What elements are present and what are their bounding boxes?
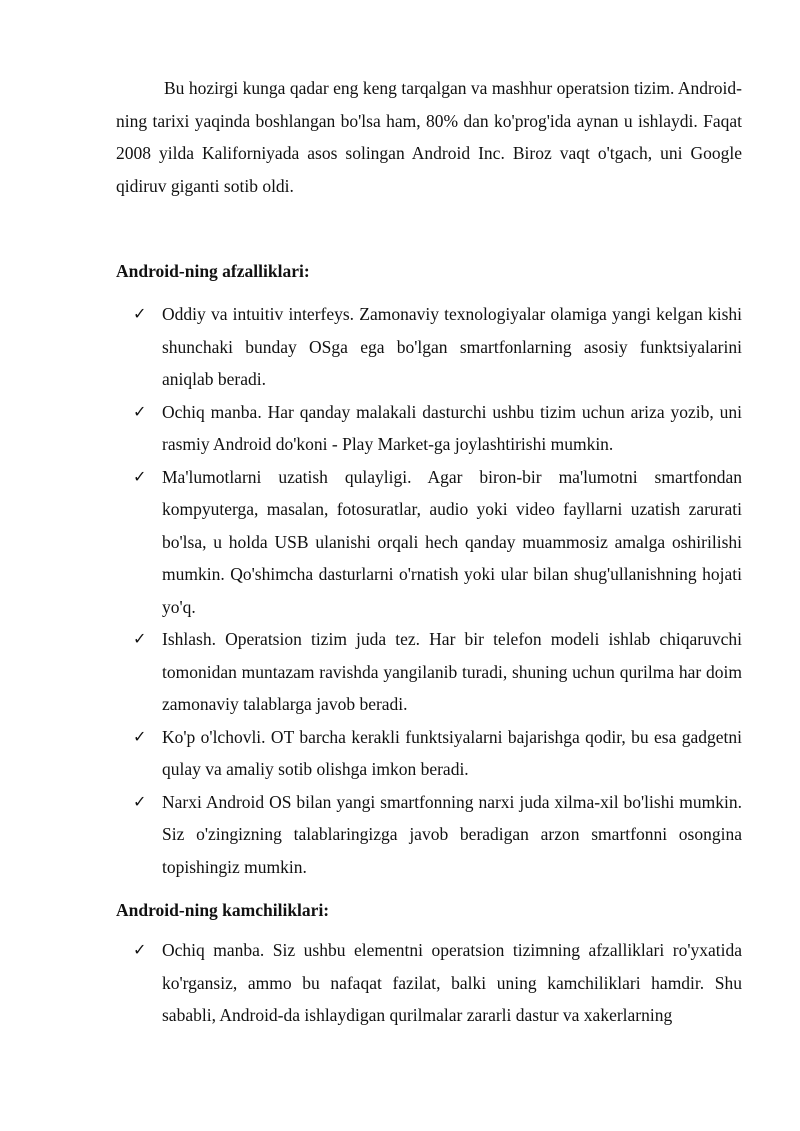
list-item-text: Ma'lumotlarni uzatish qulayligi. Agar biron-bir ma'lumotni smartfondan kompyuterga, masalan, fotosuratlar, audio yoki video fayllarni uzatish zarurati bo'lsa, u holda USB ulanishi orqali hech qanday muammosiz amalga oshirilishi mumkin. Qo'shimcha dasturlarni o'rnatish yoki ular bilan shug'ullanishning hojati yo'q. [162, 466, 742, 617]
checkmark-icon: ✓ [133, 466, 147, 486]
disadvantages-heading: Android-ning kamchiliklari: [116, 900, 330, 920]
list-item [0, 623, 742, 721]
checkmark-icon: ✓ [133, 304, 147, 323]
intro-paragraph: Bu hozirgi kunga qadar eng keng tarqalgan va mashhur operatsion tizim. Android-ning tarixi yaqinda boshlangan bo'lsa ham, 80% dan ko'prog'ida aynan u ishlaydi. Faqat 2008 yilda Kaliforniyada asos solingan Android Inc. Biroz vaqt o'tgach, uni Google qidiruv giganti sotib oldi. [116, 78, 742, 196]
advantages-list [0, 298, 742, 883]
list-item [0, 934, 742, 1032]
list-item-text: Ochiq manba. Har qanday malakali dasturchi ushbu tizim uchun ariza yozib, uni rasmiy Android do'koni - Play Market-ga joylashtirishi mumkin. [162, 401, 742, 454]
list-item [0, 396, 742, 461]
checkmark-icon: ✓ [133, 940, 147, 959]
list-item-text: Ko'p o'lchovli. OT barcha kerakli funktsiyalarni bajarishga qodir, bu esa gadgetni qulay va amaliy sotib olishga imkon beradi. [162, 726, 742, 779]
list-item [0, 786, 742, 884]
disadvantages-list [0, 934, 742, 1032]
list-item [0, 461, 742, 624]
list-item-text: Narxi Android OS bilan yangi smartfonning narxi juda xilma-xil bo'lishi mumkin. Siz o'zingizning talablaringizga javob beradigan arzon smartfonni osongina topishingiz mumkin. [162, 791, 742, 877]
checkmark-icon: ✓ [133, 791, 147, 811]
checkmark-icon: ✓ [133, 401, 147, 421]
list-item-text: Oddiy va intuitiv interfeys. Zamonaviy texnologiyalar olamiga yangi kelgan kishi shunchaki bunday OSga ega bo'lgan smartfonlarning asosiy funktsiyalarini aniqlab beradi. [162, 304, 742, 389]
checkmark-icon: ✓ [133, 629, 147, 648]
checkmark-icon: ✓ [133, 726, 147, 746]
list-item-text: Ochiq manba. Siz ushbu elementni operatsion tizimning afzalliklari ro'yxatida ko'rgansiz, ammo bu nafaqat fazilat, balki uning kamchiliklari hamdir. Shu sababli, Android-da ishlaydigan qurilmalar zararli dastur va xakerlarning [162, 940, 742, 1025]
advantages-heading: Android-ning afzalliklari: [116, 261, 310, 281]
list-item [0, 721, 742, 786]
list-item [0, 298, 742, 396]
list-item-text: Ishlash. Operatsion tizim juda tez. Har bir telefon modeli ishlab chiqaruvchi tomonidan muntazam ravishda yangilanib turadi, shuning uchun qurilma har doim zamonaviy talablarga javob beradi. [162, 629, 742, 714]
